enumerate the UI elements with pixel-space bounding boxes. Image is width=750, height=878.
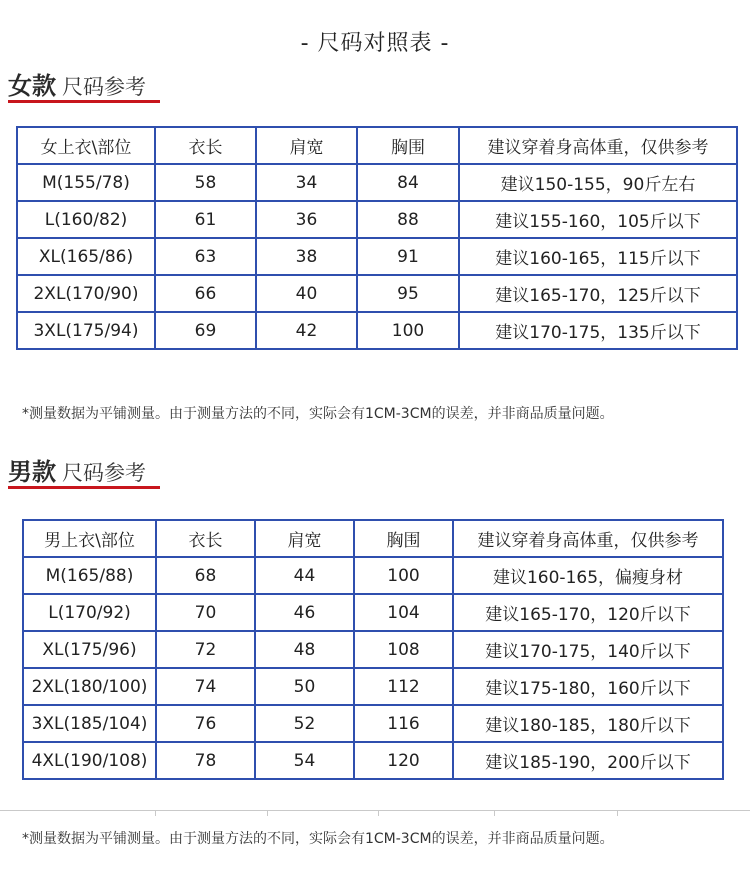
- chest-cell: 84: [357, 164, 459, 201]
- divider-tick: [155, 811, 156, 816]
- shoulder-cell: 42: [256, 312, 357, 349]
- part-cell: XL(165/86): [17, 238, 155, 275]
- shoulder-cell: 肩宽: [255, 520, 354, 557]
- advice-cell: 建议185-190，200斤以下: [453, 742, 723, 779]
- length-cell: 76: [156, 705, 255, 742]
- part-cell: M(165/88): [23, 557, 156, 594]
- shoulder-cell: 40: [256, 275, 357, 312]
- chest-cell: 100: [357, 312, 459, 349]
- table-row: [17, 238, 737, 275]
- shoulder-cell: 52: [255, 705, 354, 742]
- part-cell: 2XL(170/90): [17, 275, 155, 312]
- chest-cell: 胸围: [357, 127, 459, 164]
- men-heading-main: 男款: [8, 458, 56, 486]
- advice-cell: 建议170-175，140斤以下: [453, 631, 723, 668]
- length-cell: 70: [156, 594, 255, 631]
- length-cell: 68: [156, 557, 255, 594]
- chest-cell: 95: [357, 275, 459, 312]
- advice-cell: 建议150-155，90斤左右: [459, 164, 737, 201]
- shoulder-cell: 36: [256, 201, 357, 238]
- part-cell: L(160/82): [17, 201, 155, 238]
- table-row: [23, 705, 723, 742]
- part-cell: XL(175/96): [23, 631, 156, 668]
- advice-cell: 建议180-185，180斤以下: [453, 705, 723, 742]
- table-row: [23, 631, 723, 668]
- chest-cell: 104: [354, 594, 453, 631]
- women-heading-sub: 尺码参考: [62, 75, 146, 99]
- length-cell: 78: [156, 742, 255, 779]
- chest-cell: 120: [354, 742, 453, 779]
- advice-cell: 建议155-160，105斤以下: [459, 201, 737, 238]
- part-cell: M(155/78): [17, 164, 155, 201]
- shoulder-cell: 34: [256, 164, 357, 201]
- advice-cell: 建议170-175，135斤以下: [459, 312, 737, 349]
- table-row: [23, 742, 723, 779]
- shoulder-cell: 38: [256, 238, 357, 275]
- chest-cell: 胸围: [354, 520, 453, 557]
- women-section-heading: [8, 66, 146, 106]
- page-title: - 尺码对照表 -: [300, 31, 450, 56]
- divider-tick: [617, 811, 618, 816]
- bottom-divider: [0, 810, 750, 811]
- length-cell: 63: [155, 238, 256, 275]
- advice-cell: 建议165-170，125斤以下: [459, 275, 737, 312]
- women-heading-underline: [8, 100, 160, 103]
- women-heading-main: 女款: [8, 72, 56, 100]
- part-cell: 3XL(175/94): [17, 312, 155, 349]
- women-size-table: [16, 126, 738, 350]
- advice-cell: 建议穿着身高体重，仅供参考: [459, 127, 737, 164]
- chest-cell: 91: [357, 238, 459, 275]
- advice-cell: 建议165-170，120斤以下: [453, 594, 723, 631]
- table-row: [23, 668, 723, 705]
- table-row: [17, 312, 737, 349]
- table-row: [17, 275, 737, 312]
- part-cell: 男上衣\部位: [23, 520, 156, 557]
- men-measurement-note: *测量数据为平铺测量。由于测量方法的不同，实际会有1CM-3CM的误差，并非商品质量问题。: [22, 831, 614, 847]
- advice-cell: 建议穿着身高体重，仅供参考: [453, 520, 723, 557]
- shoulder-cell: 46: [255, 594, 354, 631]
- table-row: [23, 557, 723, 594]
- table-row: [23, 594, 723, 631]
- women-measurement-note: *测量数据为平铺测量。由于测量方法的不同，实际会有1CM-3CM的误差，并非商品质量问题。: [22, 406, 614, 422]
- length-cell: 74: [156, 668, 255, 705]
- length-cell: 72: [156, 631, 255, 668]
- shoulder-cell: 54: [255, 742, 354, 779]
- part-cell: 3XL(185/104): [23, 705, 156, 742]
- chest-cell: 108: [354, 631, 453, 668]
- men-heading-sub: 尺码参考: [62, 461, 146, 485]
- part-cell: 女上衣\部位: [17, 127, 155, 164]
- chest-cell: 112: [354, 668, 453, 705]
- chest-cell: 116: [354, 705, 453, 742]
- shoulder-cell: 44: [255, 557, 354, 594]
- chest-cell: 88: [357, 201, 459, 238]
- divider-tick: [267, 811, 268, 816]
- men-heading-underline: [8, 486, 160, 489]
- part-cell: L(170/92): [23, 594, 156, 631]
- table-row: [17, 201, 737, 238]
- length-cell: 58: [155, 164, 256, 201]
- table-header-row: [23, 520, 723, 557]
- table-header-row: [17, 127, 737, 164]
- shoulder-cell: 50: [255, 668, 354, 705]
- divider-tick: [378, 811, 379, 816]
- men-section-heading: [8, 452, 146, 492]
- advice-cell: 建议160-165，115斤以下: [459, 238, 737, 275]
- part-cell: 4XL(190/108): [23, 742, 156, 779]
- length-cell: 衣长: [155, 127, 256, 164]
- shoulder-cell: 48: [255, 631, 354, 668]
- men-size-table: [22, 519, 724, 780]
- advice-cell: 建议160-165，偏瘦身材: [453, 557, 723, 594]
- length-cell: 69: [155, 312, 256, 349]
- divider-tick: [494, 811, 495, 816]
- shoulder-cell: 肩宽: [256, 127, 357, 164]
- length-cell: 61: [155, 201, 256, 238]
- length-cell: 衣长: [156, 520, 255, 557]
- part-cell: 2XL(180/100): [23, 668, 156, 705]
- advice-cell: 建议175-180，160斤以下: [453, 668, 723, 705]
- length-cell: 66: [155, 275, 256, 312]
- chest-cell: 100: [354, 557, 453, 594]
- table-row: [17, 164, 737, 201]
